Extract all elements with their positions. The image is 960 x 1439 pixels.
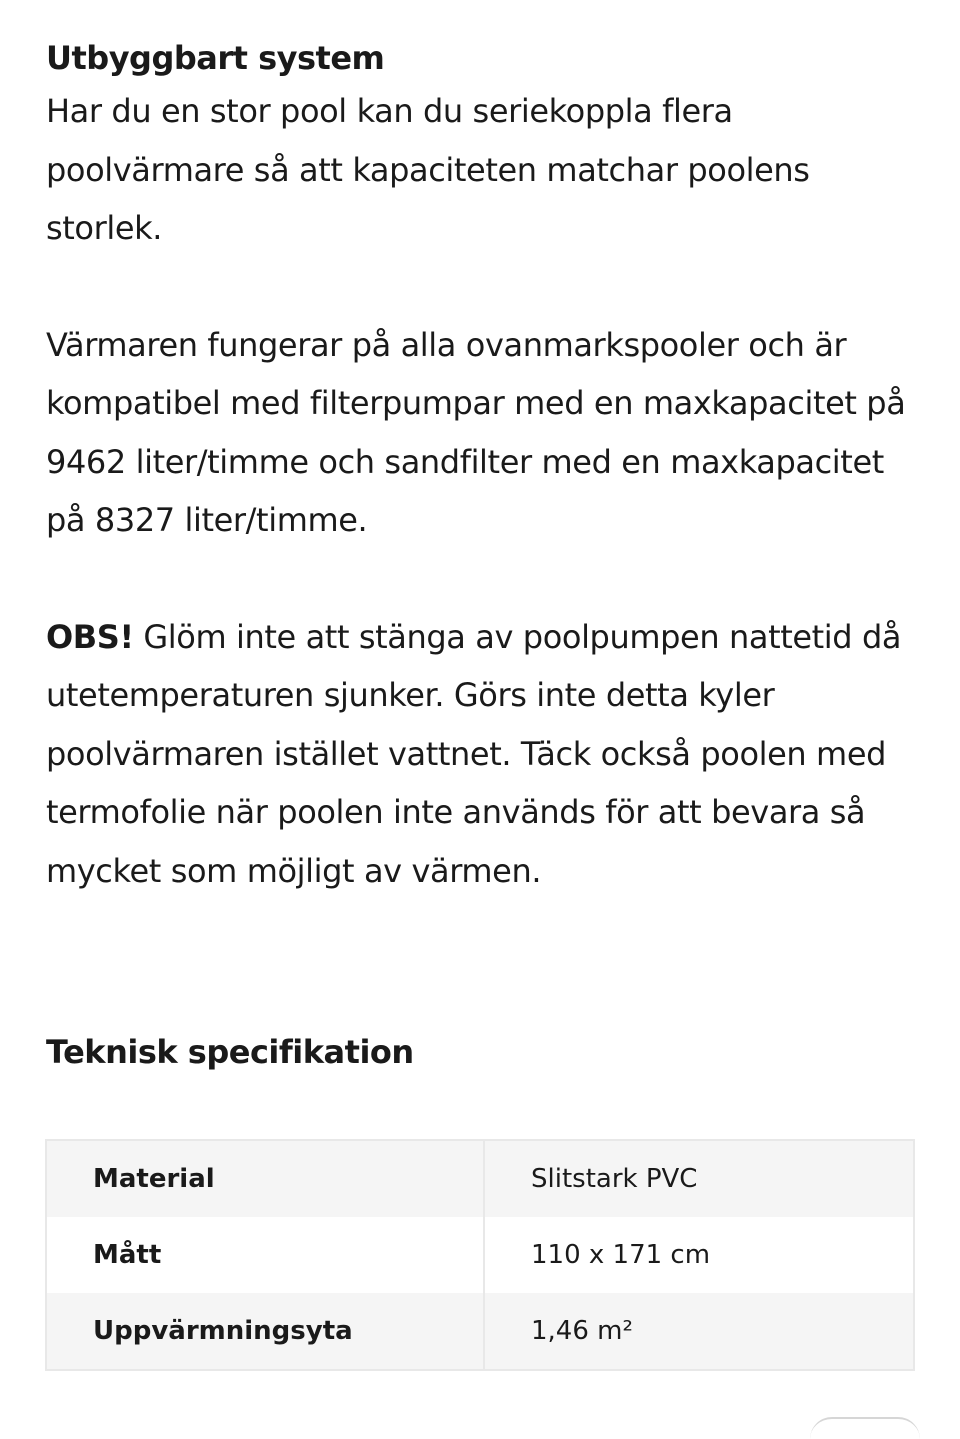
spec-label: Uppvärmningsyta	[46, 1293, 484, 1370]
note-label: OBS!	[46, 617, 134, 656]
spec-row-dimensions	[46, 1217, 914, 1293]
spec-row-heating-area	[46, 1293, 914, 1370]
spec-label: Mått	[46, 1217, 484, 1293]
spec-value: Slitstark PVC	[484, 1140, 914, 1217]
spec-value: 1,46 m²	[484, 1293, 914, 1370]
spec-heading: Teknisk specifikation	[46, 1033, 414, 1071]
spec-row-material	[46, 1140, 914, 1217]
note-text: Glöm inte att stänga av poolpumpen nattetid då utetemperaturen sjunker. Görs inte detta kyler poolvärmaren istället vattnet. Täck också poolen med termofolie när poolen inte används för att bevara så mycket som möjligt av värmen.	[46, 617, 902, 890]
paragraph-spacer	[46, 550, 926, 608]
spec-label: Material	[46, 1140, 484, 1217]
description-paragraph-2: Värmaren fungerar på alla ovanmarkspooler och är kompatibel med filterpumpar med en maxkapacitet på 9462 liter/timme och sandfilter med en maxkapacitet på 8327 liter/timme.	[46, 325, 906, 539]
note-paragraph	[46, 608, 926, 901]
spec-table	[45, 1139, 915, 1371]
spec-value: 110 x 171 cm	[484, 1217, 914, 1293]
section-heading-expandable-system: Utbyggbart system	[46, 39, 385, 77]
floating-button-edge[interactable]	[810, 1417, 920, 1439]
product-description	[46, 34, 926, 900]
paragraph-spacer	[46, 258, 926, 316]
description-paragraph-1: Har du en stor pool kan du seriekoppla flera poolvärmare så att kapaciteten matchar poolens storlek.	[46, 92, 810, 247]
